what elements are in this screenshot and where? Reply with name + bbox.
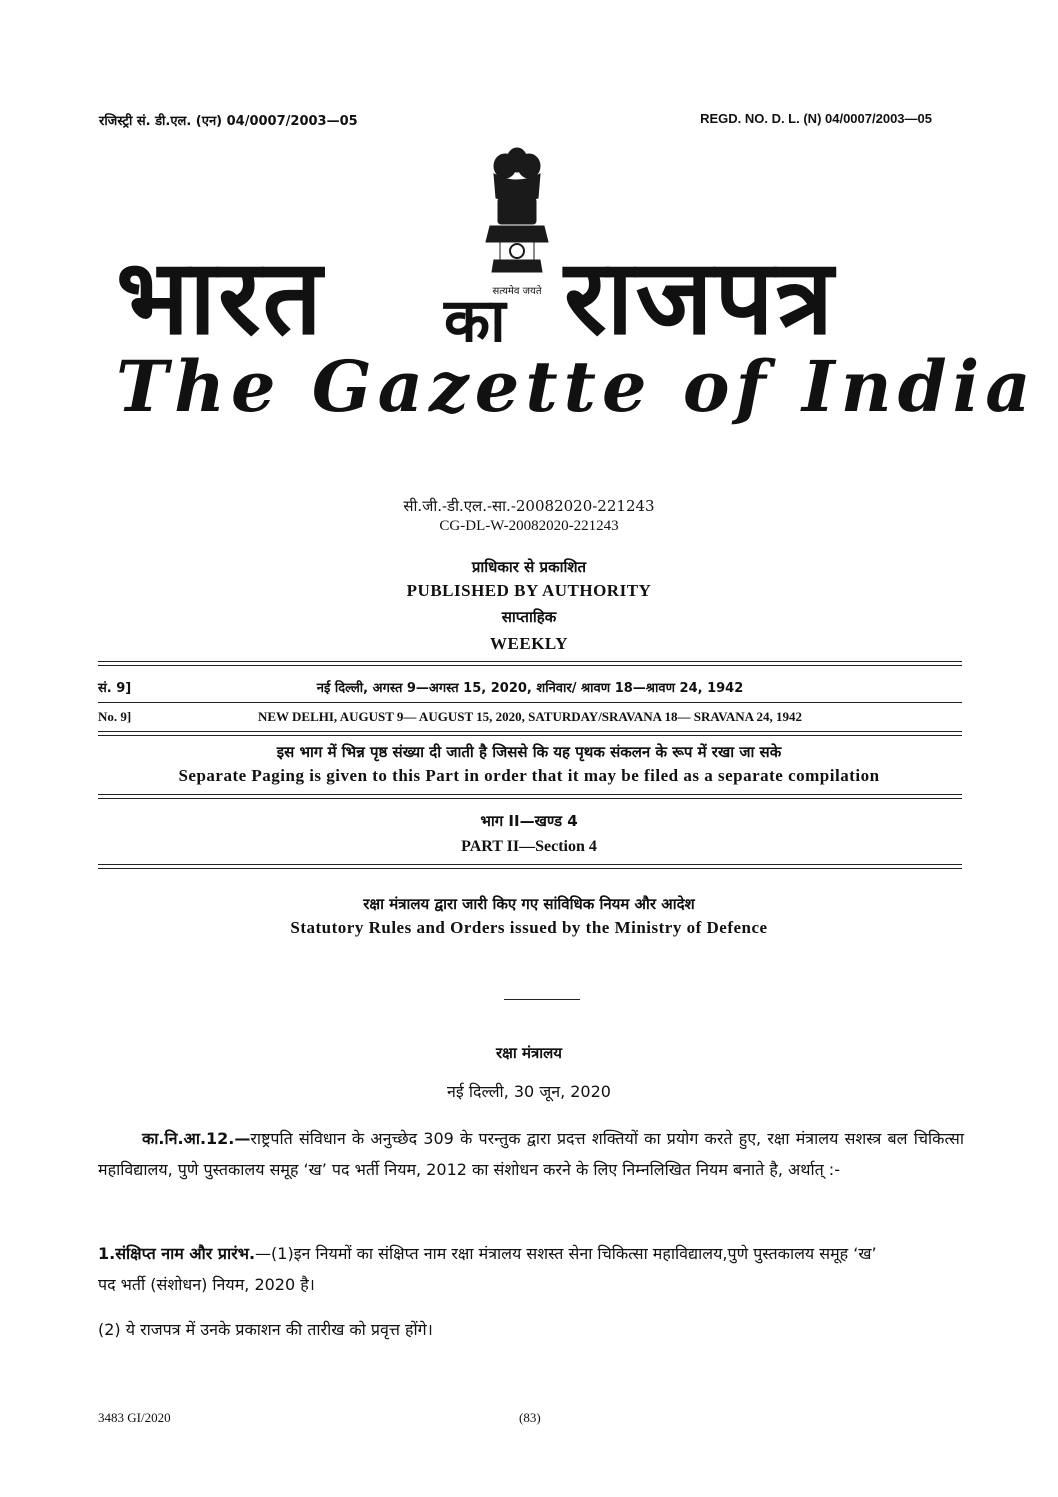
notice-intro-text: राष्ट्रपति संविधान के अनुच्छेद 309 के परन्तुक द्वारा प्रदत्त शक्तियों का प्रयोग करते हुए, रक्षा मंत्रालय सशस्त्र बल चिकित्सा महाविद्यालय, पुणे पुस्तकालय समूह ‘ख’ पद भर्ती नियम, 2012 का संशोधन करने के लिए निम्नलिखित नियम बनाते है, अर्थात् :-	[98, 1129, 964, 1179]
gazette-code-english: CG-DL-W-20082020-221243	[439, 518, 619, 534]
clause-1-text: —(1)इन नियमों का संक्षिप्त नाम रक्षा मंत्रालय सशस्त सेना चिकित्सा महाविद्यालय,पुणे पुस्तकालय समूह ‘ख’ पद भर्ती (संशोधन) नियम, 2020 है।	[98, 1244, 877, 1294]
notice-intro-paragraph	[98, 1123, 964, 1185]
emblem-motto: सत्यमेव जयते	[492, 286, 542, 297]
frequency-english: WEEKLY	[490, 634, 568, 653]
gazette-code-hindi: सी.जी.-डी.एल.-सा.-20082020-221243	[403, 497, 655, 515]
masthead-hindi-bharat: भारत	[116, 236, 324, 358]
ministry-heading: रक्षा मंत्रालय	[495, 1044, 562, 1062]
issue-date-hindi: नई दिल्ली, अगस्त 9—अगस्त 15, 2020, शनिवार/ श्रावण 18—श्रावण 24, 1942	[316, 681, 744, 696]
clause-1	[98, 1238, 898, 1300]
issue-number-hindi: सं. 9]	[98, 681, 132, 696]
divider	[98, 794, 962, 799]
issue-date-english: NEW DELHI, AUGUST 9— AUGUST 15, 2020, SATURDAY/SRAVANA 18— SRAVANA 24, 1942	[257, 709, 803, 724]
notice-reference: का.नि.आ.12.—	[142, 1129, 251, 1148]
divider	[98, 661, 962, 666]
divider	[98, 702, 962, 703]
notice-date: नई दिल्ली, 30 जून, 2020	[447, 1082, 611, 1101]
divider	[98, 731, 962, 736]
masthead-hindi	[116, 236, 946, 360]
clause-2: (2) ये राजपत्र में उनके प्रकाशन की तारीख को प्रवृत्त होंगे।	[98, 1320, 433, 1339]
registration-number-hindi: रजिस्ट्री सं. डी.एल. (एन) 04/0007/2003—05	[99, 114, 358, 129]
divider	[98, 864, 962, 869]
footer-code: 3483 GI/2020	[98, 1410, 171, 1425]
issue-number-english: No. 9]	[98, 709, 132, 724]
paging-note-english: Separate Paging is given to this Part in order that it may be filed as a separate compilation	[178, 766, 880, 785]
page-number: (83)	[519, 1410, 541, 1425]
subject-hindi: रक्षा मंत्रालय द्वारा जारी किए गए सांविधिक नियम और आदेश	[363, 895, 695, 913]
registration-number-english: REGD. NO. D. L. (N) 04/0007/2003—05	[700, 111, 932, 126]
paging-note-hindi: इस भाग में भिन्न पृष्ठ संख्या दी जाती है जिससे कि यह पृथक संकलन के रूप में रखा जा सके	[276, 743, 782, 761]
part-hindi: भाग II—खण्ड 4	[480, 812, 578, 830]
subject-english: Statutory Rules and Orders issued by the Ministry of Defence	[290, 918, 768, 937]
masthead-english: The Gazette of India	[116, 345, 1037, 428]
authority-english: PUBLISHED BY AUTHORITY	[406, 581, 652, 600]
masthead-hindi-ka: का	[444, 286, 506, 356]
frequency-hindi: साप्ताहिक	[501, 608, 557, 626]
masthead-hindi-rajpatra: राजपत्र	[564, 236, 836, 358]
clause-1-heading: 1.संक्षिप्त नाम और प्रारंभ.	[98, 1244, 256, 1263]
part-english: PART II—Section 4	[461, 838, 597, 855]
divider	[504, 999, 580, 1000]
authority-hindi: प्राधिकार से प्रकाशित	[471, 558, 587, 576]
